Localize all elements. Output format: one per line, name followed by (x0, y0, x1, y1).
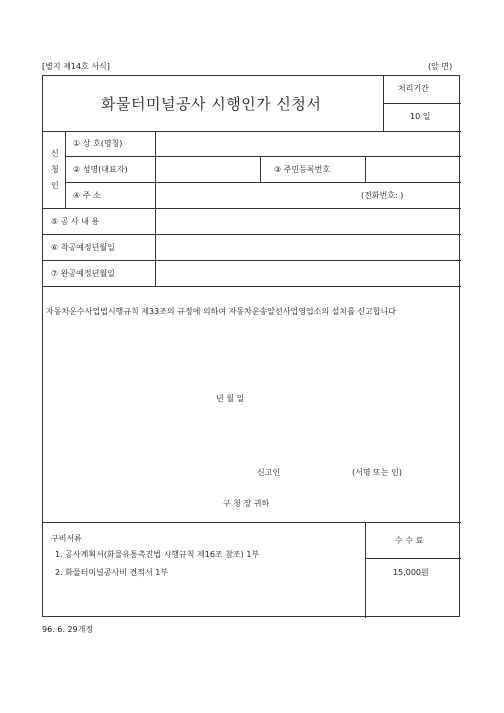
applicant-char-1: 신 (51, 149, 59, 158)
revision-note: 96. 6. 29개정 (42, 625, 94, 634)
rule-label-vertical (155, 131, 156, 286)
form-title: 화물터미널공사 시행인가 신청서 (101, 95, 322, 113)
application-form (42, 75, 460, 617)
fee-amount: 15,000원 (393, 568, 429, 577)
fee-label: 수 수 료 (395, 536, 424, 545)
rule-statement-bottom (43, 522, 461, 523)
documents-title: 구비서류 (51, 534, 82, 543)
rule-row5 (43, 260, 461, 261)
addressee: 구 청 장 귀하 (223, 499, 270, 508)
rule-row1 (65, 156, 461, 157)
work-content-label: ⑤ 공 사 내 용 (51, 217, 100, 226)
rule-mid-vertical-a (260, 156, 261, 182)
rule-processing-vertical (383, 76, 384, 131)
rule-row4 (43, 234, 461, 235)
applicant-char-3: 인 (51, 181, 59, 190)
applicant-char-2: 청 (51, 165, 59, 174)
rule-title-bottom (43, 131, 461, 132)
completion-date-label: ⑦ 완공예정년월일 (51, 269, 115, 278)
document-item-1: 1. 공사계획서(화물유통촉진법 시행규칙 제16조 참조) 1부 (55, 550, 260, 559)
sign-note: (서명 또는 인) (352, 468, 402, 477)
applicant-sign-label: 신고인 (257, 468, 281, 477)
resident-number-label: ③ 주민등록번호 (274, 165, 331, 174)
document-item-2: 2. 화물터미널공사비 견적서 1부 (55, 568, 169, 577)
form-number: [별지 제14호 서식] (42, 62, 110, 71)
page-side-note: (앞 면) (428, 62, 453, 71)
representative-label: ② 성명(대표자) (73, 165, 128, 174)
rule-row3 (43, 208, 461, 209)
processing-value: 10 일 (410, 112, 431, 121)
rule-applicant-vertical (65, 131, 66, 208)
company-name-label: ① 상 호(명칭) (73, 139, 123, 148)
statement-text: 자동차운수사업법시행규칙 제33조의 규정에 의하여 자동차운송알선사업영업소의 설치를 신고합니다 (46, 307, 397, 316)
start-date-label: ⑥ 착공예정년월일 (51, 243, 115, 252)
rule-row2 (65, 182, 461, 183)
rule-row6 (43, 286, 461, 287)
rule-fee-vertical (365, 522, 366, 618)
processing-label: 처리기간 (398, 84, 429, 93)
date-line: 년 월 일 (216, 394, 245, 403)
address-label: ④ 주 소 (73, 191, 101, 200)
rule-fee (365, 558, 461, 559)
rule-mid-vertical-b (365, 156, 366, 182)
phone-label: (전화번호: ) (361, 191, 404, 200)
rule-processing (383, 103, 461, 104)
